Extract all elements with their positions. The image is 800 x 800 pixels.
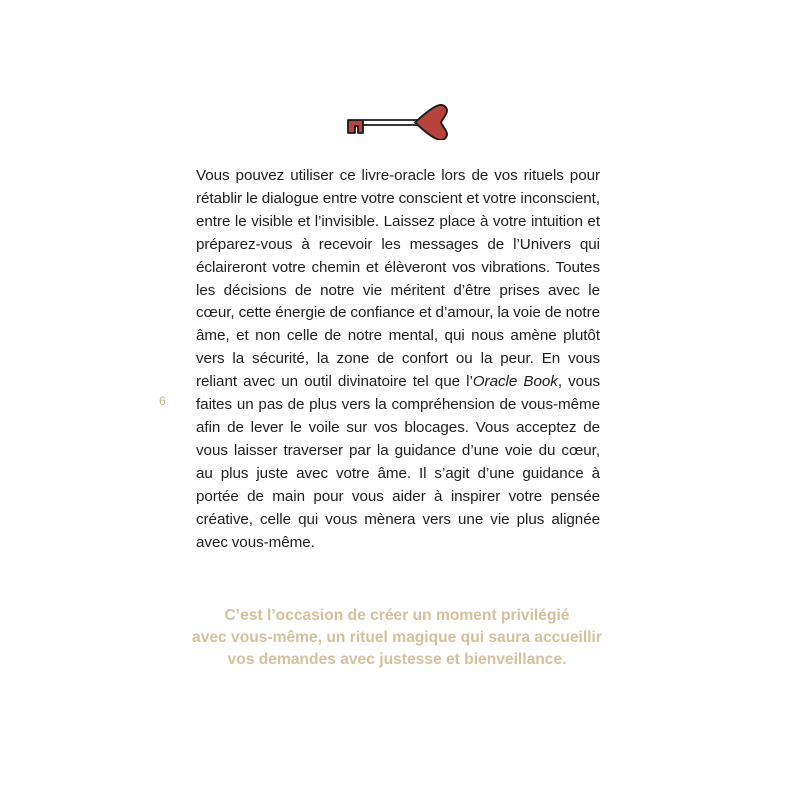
heart-key-icon bbox=[345, 102, 451, 140]
book-title-italic: Oracle Book bbox=[472, 373, 558, 391]
pull-quote-line-1: C’est l’occasion de créer un moment privilégié bbox=[224, 607, 570, 624]
body-text-part-2: , vous faites un pas de plus vers la compréhension de vous-même afin de lever le voile sur vos blocages. Vous acceptez de vous laisser traverser par la guidance d’une voie du cœur, au plus juste avec votre âme. Il s’agit d’une guidance à portée de main pour vous aider à inspirer votre pensée créative, celle qui vous mènera vers une vie plus alignée avec vous-même. bbox=[196, 373, 601, 551]
page-number: 6 bbox=[159, 394, 166, 408]
key-bit bbox=[348, 120, 363, 133]
key-heart-bow bbox=[415, 105, 447, 140]
pull-quote bbox=[180, 605, 614, 671]
pull-quote-line-3: vos demandes avec justesse et bienveillance. bbox=[227, 651, 567, 668]
body-paragraph bbox=[196, 165, 600, 554]
pull-quote-line-2: avec vous-même, un rituel magique qui saura accueillir bbox=[192, 629, 602, 646]
body-text-part-1: Vous pouvez utiliser ce livre-oracle lors de vos rituels pour rétablir le dialogue entre votre conscient et votre inconscient, entre le visible et l’invisible. Laissez place à votre intuition et préparez-vous à recevoir les messages de l’Univers qui éclaireront votre chemin et élèveront vos vibrations. Toutes les décisions de notre vie méritent d’être prises avec le cœur, cette énergie de confiance et d’amour, la voie de notre âme, et non celle de notre mental, qui nous amène plutôt vers la sécurité, la zone de confort ou la peur. En vous reliant avec un outil divinatoire tel que l’ bbox=[196, 167, 600, 391]
key-shaft bbox=[363, 120, 417, 125]
